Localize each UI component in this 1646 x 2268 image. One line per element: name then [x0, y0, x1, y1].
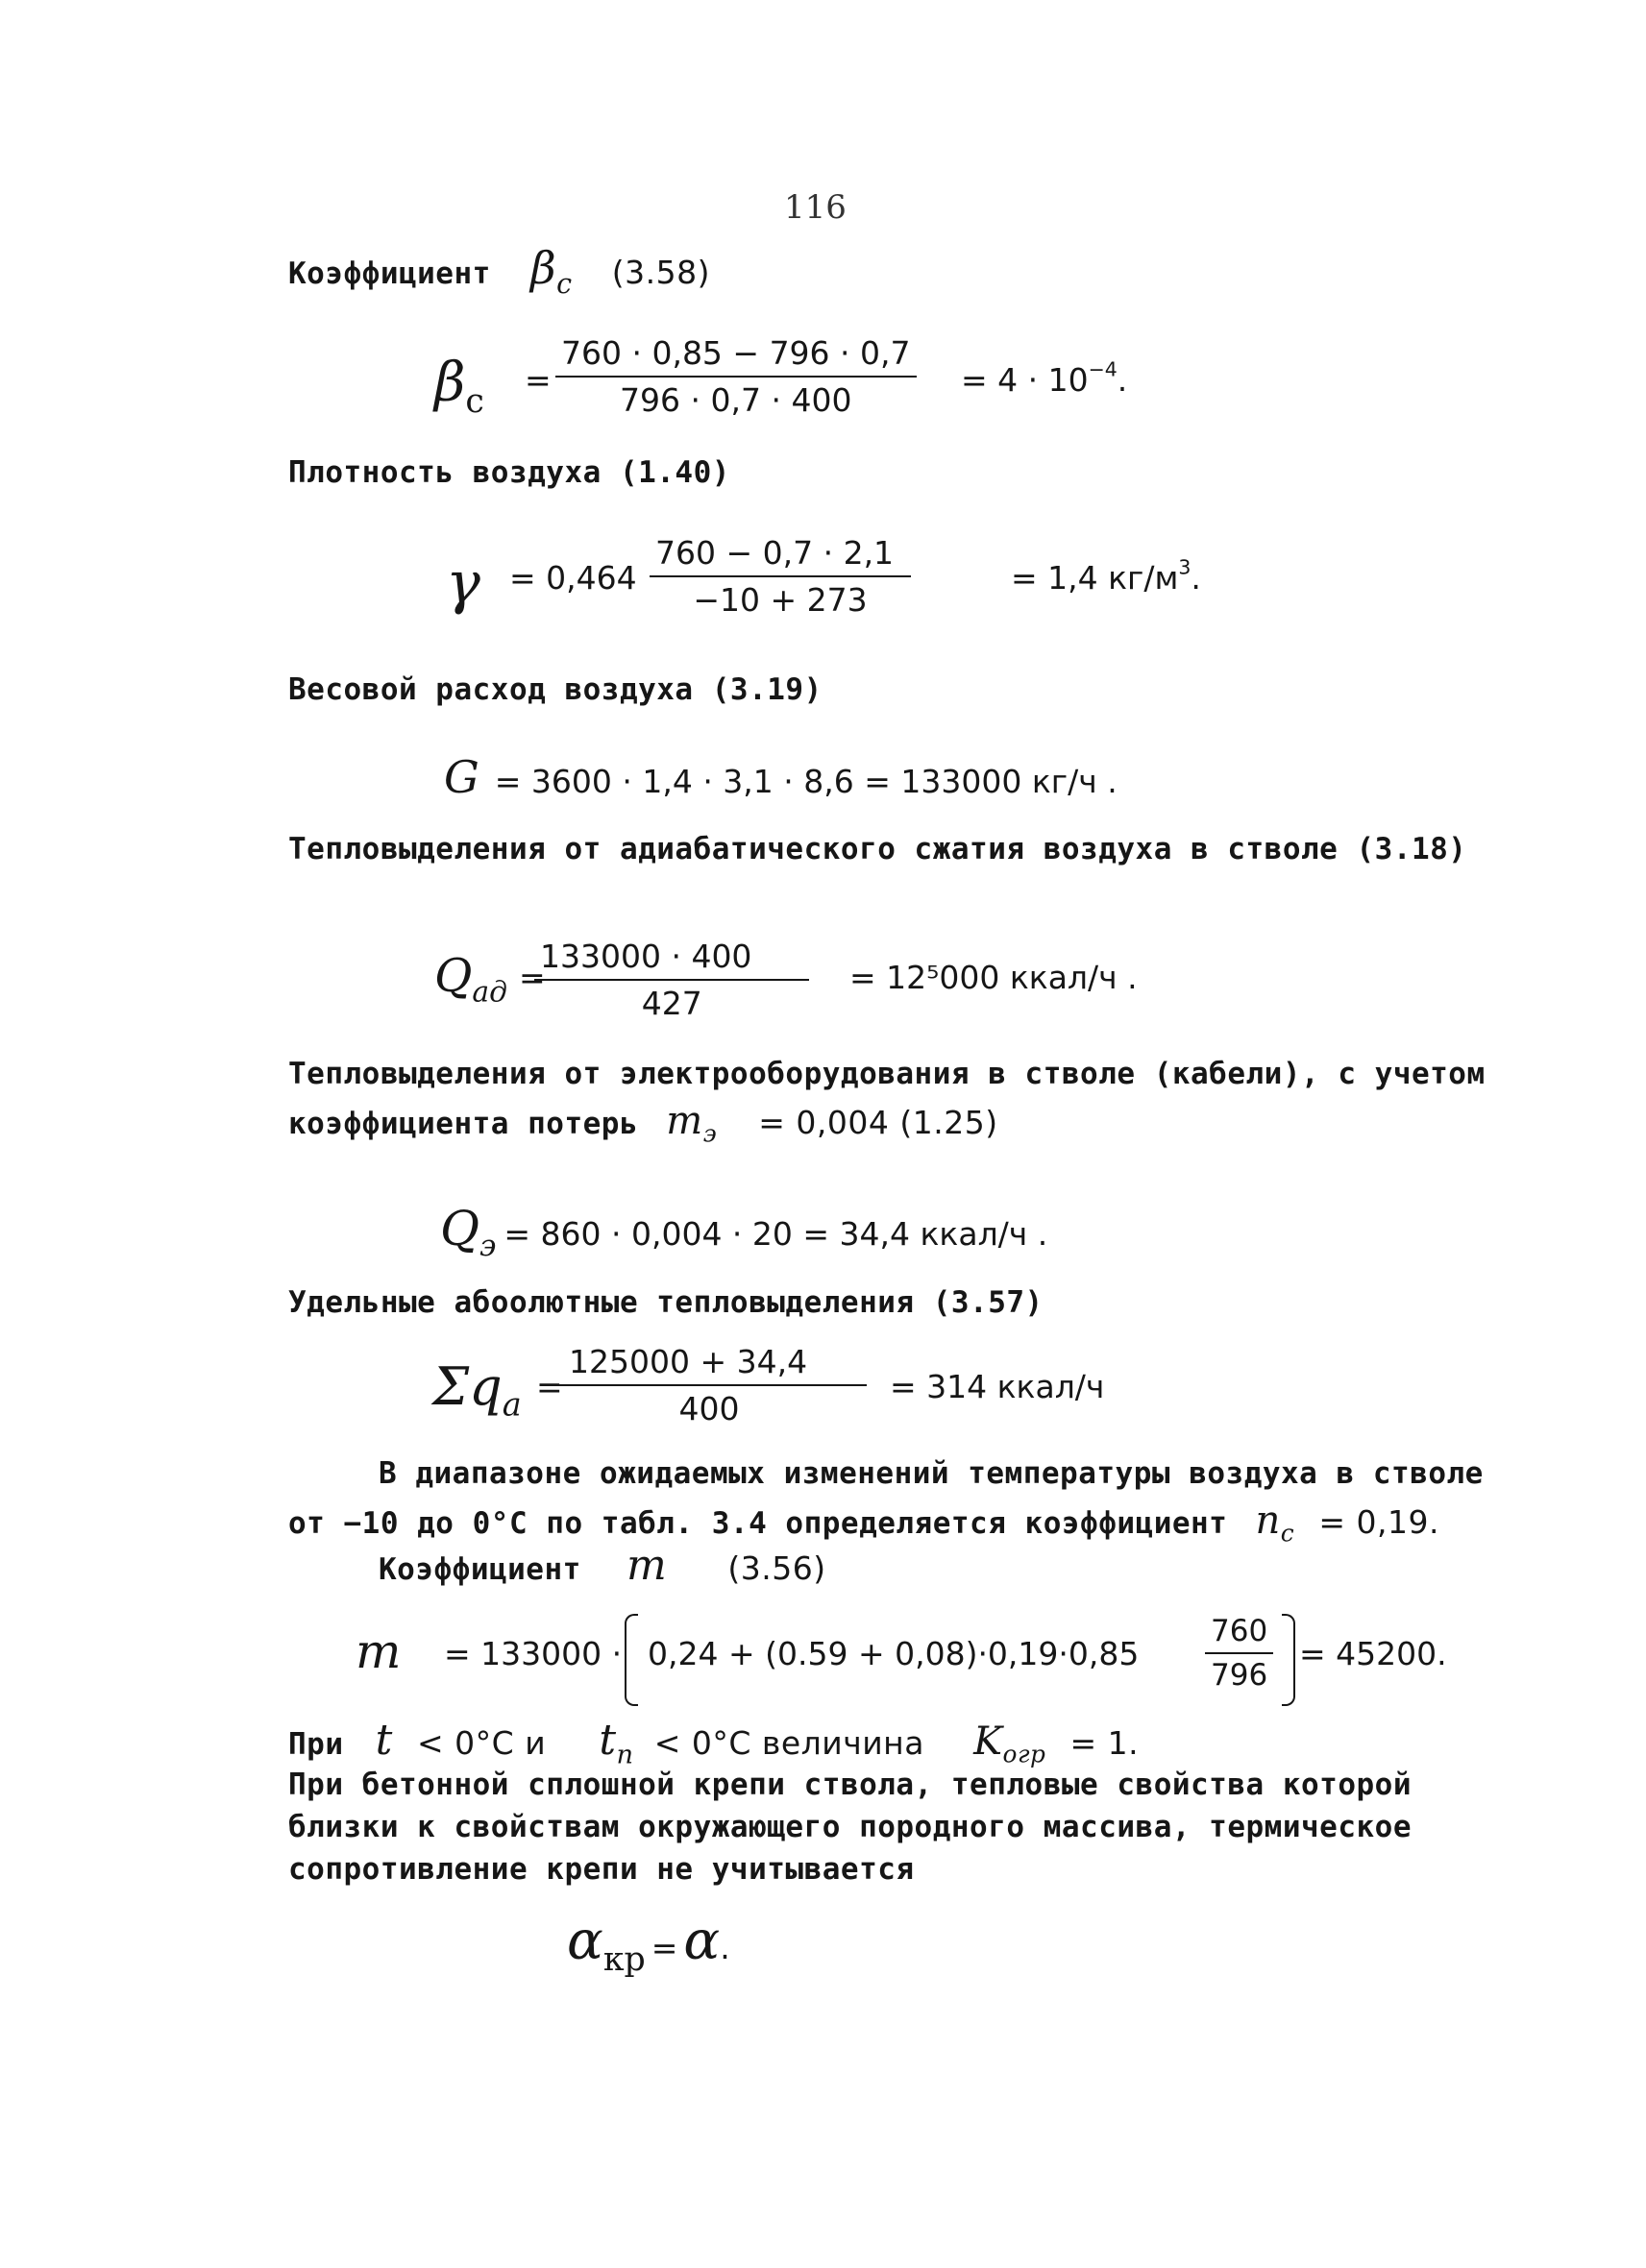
beta-label-line: [288, 242, 710, 300]
m-ref: (3.56): [727, 1549, 826, 1587]
specific-heat-label: Удельные абоолютные тепловыделения (3.57): [288, 1285, 1044, 1320]
m-inner-fraction: [1205, 1614, 1273, 1693]
gamma-numerator: 760 − 0,7 · 2,1: [650, 534, 911, 577]
gamma-denominator: −10 + 273: [693, 581, 868, 619]
q-ad-denominator: 427: [641, 985, 702, 1022]
conditions-line: При t < 0°С и $t_п < 0^\circ С$ величина $K_{огр} = 1$.: [288, 1716, 1140, 1770]
electrical-heat-label-1: Тепловыделения от электрооборудования в стволе (кабели), с учетом: [288, 1057, 1486, 1091]
m-frac-numerator: 760: [1205, 1614, 1273, 1654]
electrical-heat-label-2: коэффициента потерь $m_э = 0,004$ (1.25): [288, 1099, 998, 1148]
range-line-2: от −10 до 0°С по табл. 3.4 определяется коэффициент $n_c = 0,19$.: [288, 1499, 1439, 1548]
mass-flow-formula: [444, 751, 1118, 803]
m-result: = 45200.: [1299, 1635, 1447, 1672]
gamma-prefix: = 0,464: [509, 559, 637, 597]
sum-q-denominator: 400: [678, 1390, 740, 1427]
m-left-bracket: [625, 1614, 638, 1706]
beta-formula-lhs: $\beta_c$: [434, 352, 484, 422]
sum-q-numerator: 125000 + 34,4: [552, 1343, 867, 1386]
m-label-line: [379, 1541, 826, 1590]
range-line-1: В диапазоне ожидаемых изменений температуры воздуха в стволе: [379, 1456, 1484, 1491]
q-e-formula: [440, 1201, 1048, 1263]
adiabatic-heat-label: Тепловыделения от адиабатического сжатия воздуха в стволе (3.18): [288, 832, 1467, 866]
page-number: 116: [784, 188, 847, 227]
beta-formula-eq: =: [525, 361, 552, 399]
air-density-label: Плотность воздуха (1.40): [288, 455, 730, 490]
beta-label: Коэффициент: [288, 256, 491, 291]
m-label: Коэффициент: [379, 1552, 581, 1587]
gamma-symbol: γ: [446, 549, 480, 617]
sum-q-result: = 314 ккал/ч: [890, 1368, 1105, 1405]
mass-flow-expression: = 3600 · 1,4 · 3,1 · 8,6 = 133000 кг/ч .: [494, 763, 1118, 800]
q-ad-numerator: 133000 · 400: [534, 938, 809, 981]
g-symbol: G: [444, 751, 479, 803]
tn-symbol: $t_п$: [599, 1716, 634, 1770]
m-formula-lhs: m: [356, 1623, 402, 1679]
gamma-fraction: [650, 534, 911, 619]
alpha-formula: $\alpha_{кр} = \alpha$.: [567, 1910, 730, 1980]
sum-q-fraction: [552, 1343, 867, 1427]
t-symbol: t: [375, 1716, 393, 1765]
sum-q-eq: =: [536, 1368, 563, 1405]
beta-denominator: 796 · 0,7 · 400: [620, 381, 852, 419]
beta-fraction: [555, 334, 917, 419]
m-symbol: m: [626, 1541, 668, 1590]
beta-result: = $4 \cdot 10^{-4}$.: [961, 357, 1128, 399]
m-inner-expression: 0,24 + (0.59 + 0,08)·0,19·0,85: [648, 1635, 1140, 1672]
mass-flow-label: Весовой расход воздуха (3.19): [288, 672, 823, 707]
m-right-bracket: [1282, 1614, 1295, 1706]
m-e-symbol: $m_э$: [666, 1099, 718, 1148]
n-c-symbol: $n_c$: [1255, 1499, 1295, 1548]
beta-ref: (3.58): [611, 254, 710, 291]
n-c-value: = 0,19.: [1318, 1503, 1439, 1541]
q-ad-eq: =: [519, 959, 546, 996]
q-ad-fraction: [534, 938, 809, 1022]
gamma-result: = 1,4 $кг/м^3$.: [1011, 555, 1201, 597]
concrete-line-2: близки к свойствам окружающего породного массива, термическое: [288, 1810, 1412, 1844]
q-ad-result: = 12⁵000 ккал/ч .: [849, 959, 1138, 996]
concrete-line-1: При бетонной сплошной крепи ствола, тепловые свойства которой: [288, 1768, 1412, 1802]
q-ad-symbol: $Q_{ад}$: [434, 949, 507, 1010]
q-e-symbol: $Q_э$: [440, 1201, 497, 1263]
m-formula-prefix: = 133000 ·: [444, 1635, 623, 1672]
m-frac-denominator: 796: [1211, 1658, 1268, 1693]
sum-q-symbol: $\Sigma q_а$: [432, 1356, 522, 1424]
concrete-line-3: сопротивление крепи не учитывается: [288, 1852, 915, 1887]
beta-numerator: 760 · 0,85 − 796 · 0,7: [555, 334, 917, 378]
q-e-expression: = 860 · 0,004 · 20 = 34,4 ккал/ч .: [504, 1215, 1048, 1253]
k-symbol: $K_{огр}$: [973, 1719, 1046, 1768]
m-e-value: = 0,004 (1.25): [758, 1104, 998, 1141]
beta-symbol: $\beta_c$: [529, 242, 573, 300]
